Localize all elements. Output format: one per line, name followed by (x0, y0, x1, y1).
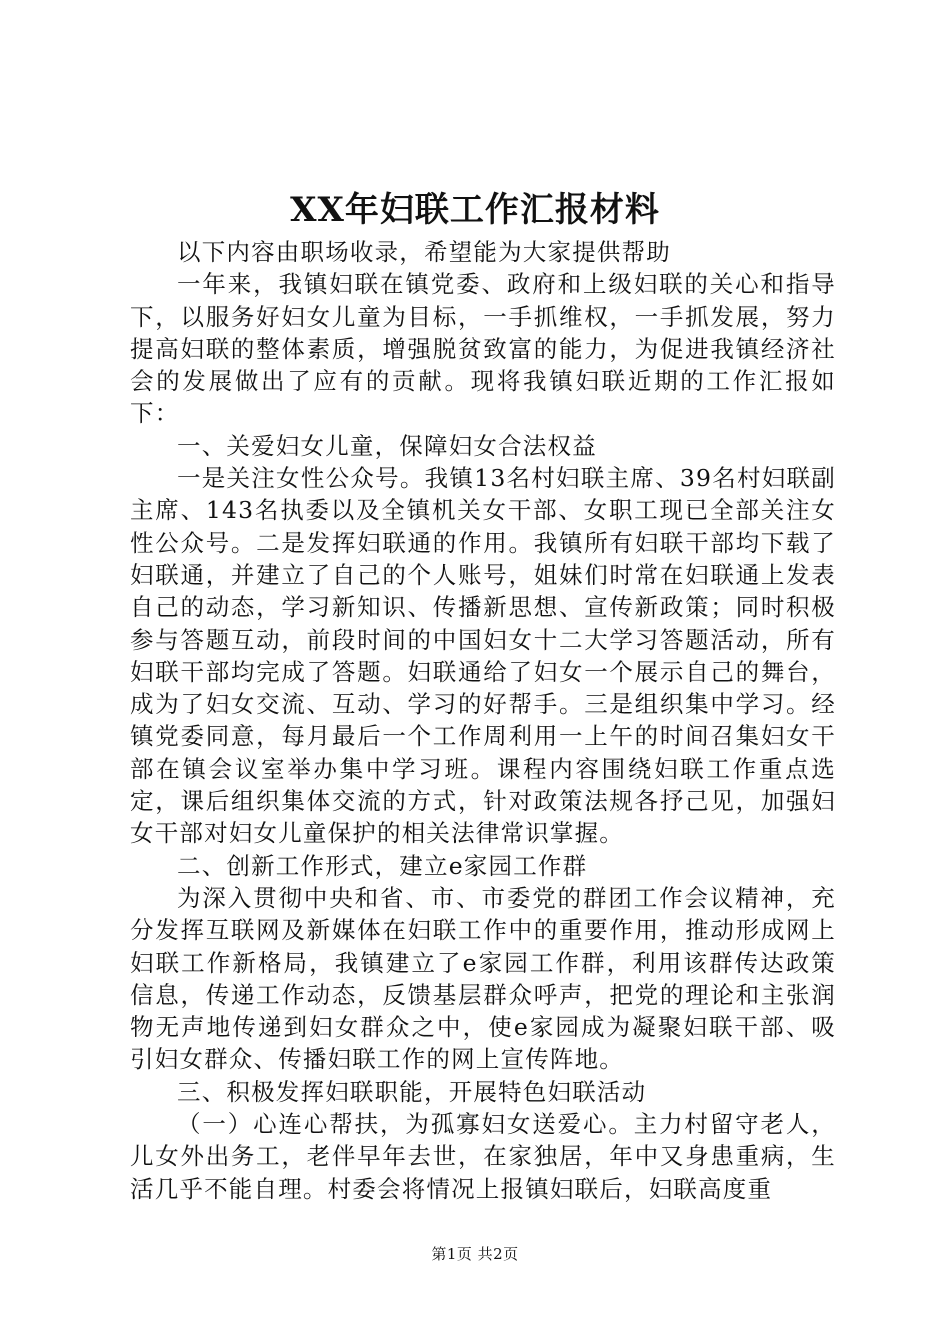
document-body (130, 236, 836, 1205)
opening-paragraph: 一年来，我镇妇联在镇党委、政府和上级妇联的关心和指导下，以服务好妇女儿童为目标，一手抓维权，一手抓发展，努力提高妇联的整体素质，增强脱贫致富的能力，为促进我镇经济社会的发展做出了应有的贡献。现将我镇妇联近期的工作汇报如下： (130, 270, 836, 428)
section-heading-3: 三、积极发挥妇联职能，开展特色妇联活动 (177, 1077, 647, 1106)
page-footer: 第1页 共2页 (431, 1245, 519, 1263)
section-3-paragraph: （一）心连心帮扶，为孤寡妇女送爱心。主力村留守老人，儿女外出务工，老伴早年去世，在家独居，年中又身患重病，生活几乎不能自理。村委会将情况上报镇妇联后，妇联高度重 (130, 1110, 836, 1203)
intro-note: 以下内容由职场收录，希望能为大家提供帮助 (177, 238, 671, 266)
section-1-paragraph: 一是关注女性公众号。我镇13名村妇联主席、39名村妇联副主席、143名执委以及全镇机关女干部、女职工现已全部关注女性公众号。二是发挥妇联通的作用。我镇所有妇联干部均下载了妇联通，并建立了自己的个人账号，姐妹们时常在妇联通上发表自己的动态，学习新知识、传播新思想、宣传新政策；同时积极参与答题互动，前段时间的中国妇女十二大学习答题活动，所有妇联干部均完成了答题。妇联通给了妇女一个展示自己的舞台，成为了妇女交流、互动、学习的好帮手。三是组织集中学习。经镇党委同意，每月最后一个工作周利用一上午的时间召集妇女干部在镇会议室举办集中学习班。课程内容围绕妇联工作重点选定，课后组织集体交流的方式，针对政策法规各抒己见，加强妇女干部对妇女儿童保护的相关法律常识掌握。 (130, 464, 836, 848)
section-heading-1: 一、关爱妇女儿童，保障妇女合法权益 (177, 431, 597, 460)
document-title: XX年妇联工作汇报材料 (290, 190, 660, 230)
section-heading-2: 二、创新工作形式，建立e家园工作群 (177, 851, 588, 880)
section-2-paragraph: 为深入贯彻中央和省、市、市委党的群团工作会议精神，充分发挥互联网及新媒体在妇联工作中的重要作用，推动形成网上妇联工作新格局，我镇建立了e家园工作群，利用该群传达政策信息，传递工作动态，反馈基层群众呼声，把党的理论和主张润物无声地传递到妇女群众之中，使e家园成为凝聚妇联干部、吸引妇女群众、传播妇联工作的网上宣传阵地。 (130, 883, 836, 1074)
